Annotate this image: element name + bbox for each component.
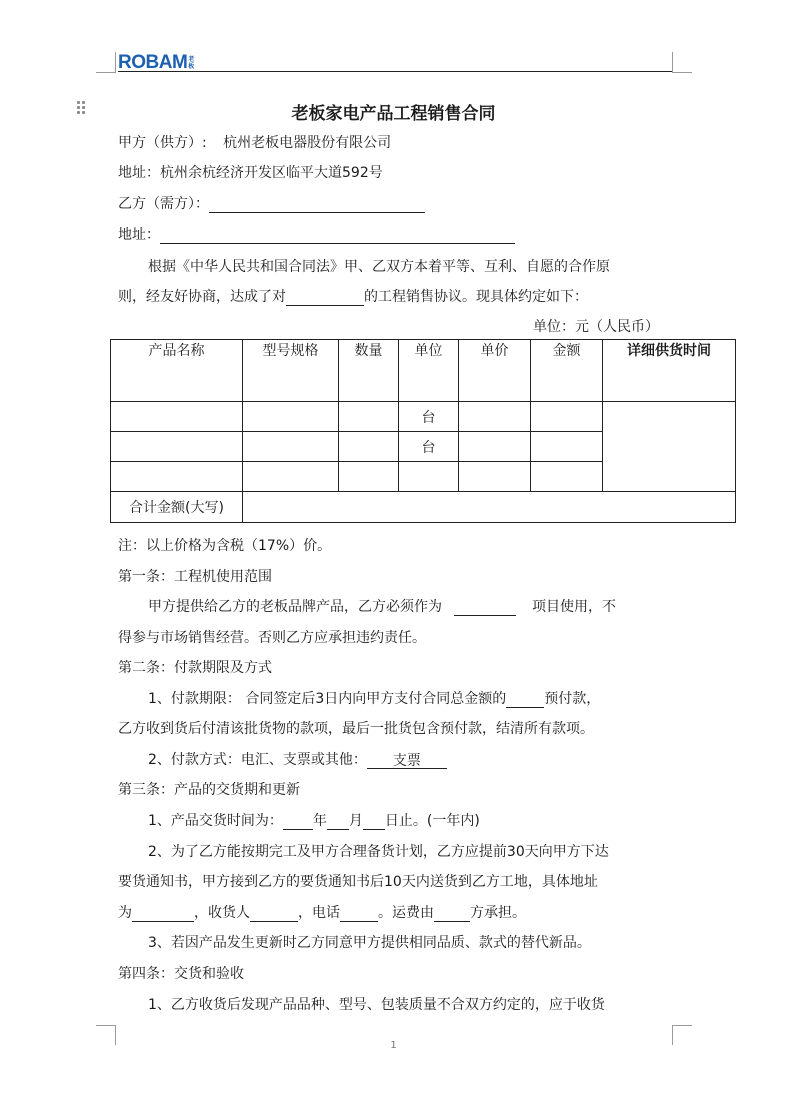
- article-1-text-a: 甲方提供给乙方的老板品牌产品，乙方必须作为: [148, 599, 442, 615]
- address-a-value: 杭州余杭经济开发区临平大道592号: [160, 165, 383, 181]
- table-cell[interactable]: [339, 462, 399, 492]
- article-1-heading: 第一条：工程机使用范围: [118, 569, 272, 585]
- article-3-item-2: 2、为了乙方能按期完工及甲方合理备货计划，乙方应提前30天向甲方下达: [148, 844, 609, 860]
- intro-text-a: 则，经友好协商，达成了对: [118, 289, 286, 305]
- article-3-item-2-fields: [118, 904, 526, 922]
- intro-line-1: 根据《中华人民共和国合同法》甲、乙双方本着平等、互利、自愿的合作原: [148, 259, 610, 275]
- delivery-address-blank[interactable]: [132, 905, 194, 922]
- intro-line-2: [118, 288, 588, 306]
- freight-suffix: 方承担。: [470, 905, 526, 921]
- table-cell[interactable]: [111, 402, 243, 432]
- article-3-item-2-cont: 要货通知书，甲方接到乙方的要货通知书后10天内送货到乙方工地，具体地址: [118, 874, 598, 890]
- address-prefix: 为: [118, 905, 132, 921]
- month-blank[interactable]: [327, 813, 349, 830]
- col-header-model: 型号规格: [243, 340, 339, 402]
- table-cell[interactable]: [243, 432, 339, 462]
- header-rule: [118, 71, 672, 72]
- page-number: 1: [390, 1040, 397, 1051]
- robam-logo: [118, 52, 196, 72]
- article-1-text-b: 项目使用，不: [532, 599, 616, 615]
- address-a-label: 地址：: [118, 165, 160, 181]
- table-cell[interactable]: [339, 432, 399, 462]
- total-label: 合计金额(大写): [111, 492, 243, 523]
- freight-party-blank[interactable]: [434, 905, 470, 922]
- freight-label: 。运费由: [378, 905, 434, 921]
- table-cell[interactable]: [399, 462, 459, 492]
- logo-brand-text: ROBAM: [118, 52, 188, 73]
- total-amount-cell[interactable]: [243, 492, 736, 523]
- logo-mini-text: 老板: [188, 56, 195, 70]
- article-1-para-1: [148, 598, 616, 616]
- col-header-amount: 金额: [531, 340, 603, 402]
- col-header-supply-time: 详细供货时间: [603, 340, 736, 402]
- supply-time-cell[interactable]: [603, 402, 736, 492]
- year-blank[interactable]: [283, 813, 313, 830]
- article-1-para-2: 得参与市场销售经营。否则乙方应承担违约责任。: [118, 630, 426, 646]
- page-corner-mark: [96, 72, 116, 73]
- receiver-label: ，收货人: [194, 905, 250, 921]
- article-2-item-2: [148, 751, 447, 769]
- col-header-quantity: 数量: [339, 340, 399, 402]
- project-name-blank[interactable]: [454, 599, 516, 616]
- year-label: 年: [312, 813, 327, 829]
- table-cell[interactable]: [111, 462, 243, 492]
- table-cell[interactable]: 台: [399, 402, 459, 432]
- table-cell[interactable]: [243, 462, 339, 492]
- goods-table: [110, 339, 736, 523]
- page-corner-mark: [672, 72, 692, 73]
- phone-blank[interactable]: [340, 905, 378, 922]
- page-corner-mark: [96, 1025, 116, 1026]
- table-cell[interactable]: [459, 402, 531, 432]
- article-2-heading: 第二条：付款期限及方式: [118, 660, 272, 676]
- day-label: 日止。(一年内): [384, 813, 480, 829]
- tax-note: 注：以上价格为含税（17%）价。: [118, 538, 332, 554]
- table-cell[interactable]: [339, 402, 399, 432]
- receiver-blank[interactable]: [250, 905, 298, 922]
- col-header-unit: 单位: [399, 340, 459, 402]
- phone-label: ，电话: [298, 905, 340, 921]
- payment-method-value[interactable]: [367, 752, 447, 769]
- table-cell[interactable]: [531, 432, 603, 462]
- month-label: 月: [348, 813, 363, 829]
- party-a-label: 甲方（供方）:: [118, 135, 207, 151]
- party-b-blank[interactable]: [209, 196, 425, 213]
- delivery-time-label: 1、产品交货时间为：: [148, 813, 283, 829]
- col-header-product-name: 产品名称: [111, 340, 243, 402]
- article-2-text-b: 预付款，: [544, 691, 601, 707]
- article-3-item-1: [148, 812, 480, 830]
- page-corner-mark: [115, 52, 116, 72]
- table-row: [111, 402, 736, 432]
- party-a-line: [118, 134, 391, 152]
- table-cell[interactable]: [111, 432, 243, 462]
- table-cell[interactable]: [531, 402, 603, 432]
- address-b-line: [118, 226, 515, 244]
- document-title: 老板家电产品工程销售合同: [291, 104, 496, 124]
- table-cell[interactable]: [459, 432, 531, 462]
- table-cell[interactable]: [243, 402, 339, 432]
- table-cell[interactable]: [531, 462, 603, 492]
- article-3-item-3: 3、若因产品发生更新时乙方同意甲方提供相同品质、款式的替代新品。: [148, 935, 591, 951]
- project-blank[interactable]: [286, 289, 364, 306]
- article-3-heading: 第三条：产品的交货期和更新: [118, 782, 300, 798]
- day-blank[interactable]: [363, 813, 385, 830]
- article-4-heading: 第四条：交货和验收: [118, 966, 244, 982]
- party-b-line: [118, 195, 425, 213]
- payment-method-text: 支票: [392, 753, 421, 769]
- party-b-label: 乙方（需方）：: [118, 196, 209, 212]
- table-cell[interactable]: [459, 462, 531, 492]
- unit-note: 单位：元（人民币）: [533, 319, 659, 335]
- article-4-item-1: 1、乙方收货后发现产品品种、型号、包装质量不合双方约定的，应于收货: [148, 997, 605, 1013]
- table-header-row: [111, 340, 736, 402]
- article-2-item-1: [148, 690, 600, 708]
- address-a-line: [118, 164, 383, 182]
- page-corner-mark: [672, 52, 673, 72]
- party-a-value: 杭州老板电器股份有限公司: [223, 135, 392, 151]
- address-b-label: 地址：: [118, 227, 160, 243]
- article-2-text-a: 1、付款期限： 合同签定后3日内向甲方支付合同总金额的: [148, 691, 507, 707]
- col-header-unit-price: 单价: [459, 340, 531, 402]
- intro-text-b: 的工程销售协议。现具体约定如下：: [364, 289, 588, 305]
- table-cell[interactable]: 台: [399, 432, 459, 462]
- prepayment-blank[interactable]: [506, 691, 544, 708]
- article-2-item-1-cont: 乙方收到货后付清该批货物的款项，最后一批货包含预付款，结清所有款项。: [118, 721, 594, 737]
- address-b-blank[interactable]: [160, 227, 515, 244]
- total-row: [111, 492, 736, 523]
- payment-method-label: 2、付款方式：电汇、支票或其他：: [148, 752, 367, 768]
- page-corner-mark: [672, 1025, 692, 1026]
